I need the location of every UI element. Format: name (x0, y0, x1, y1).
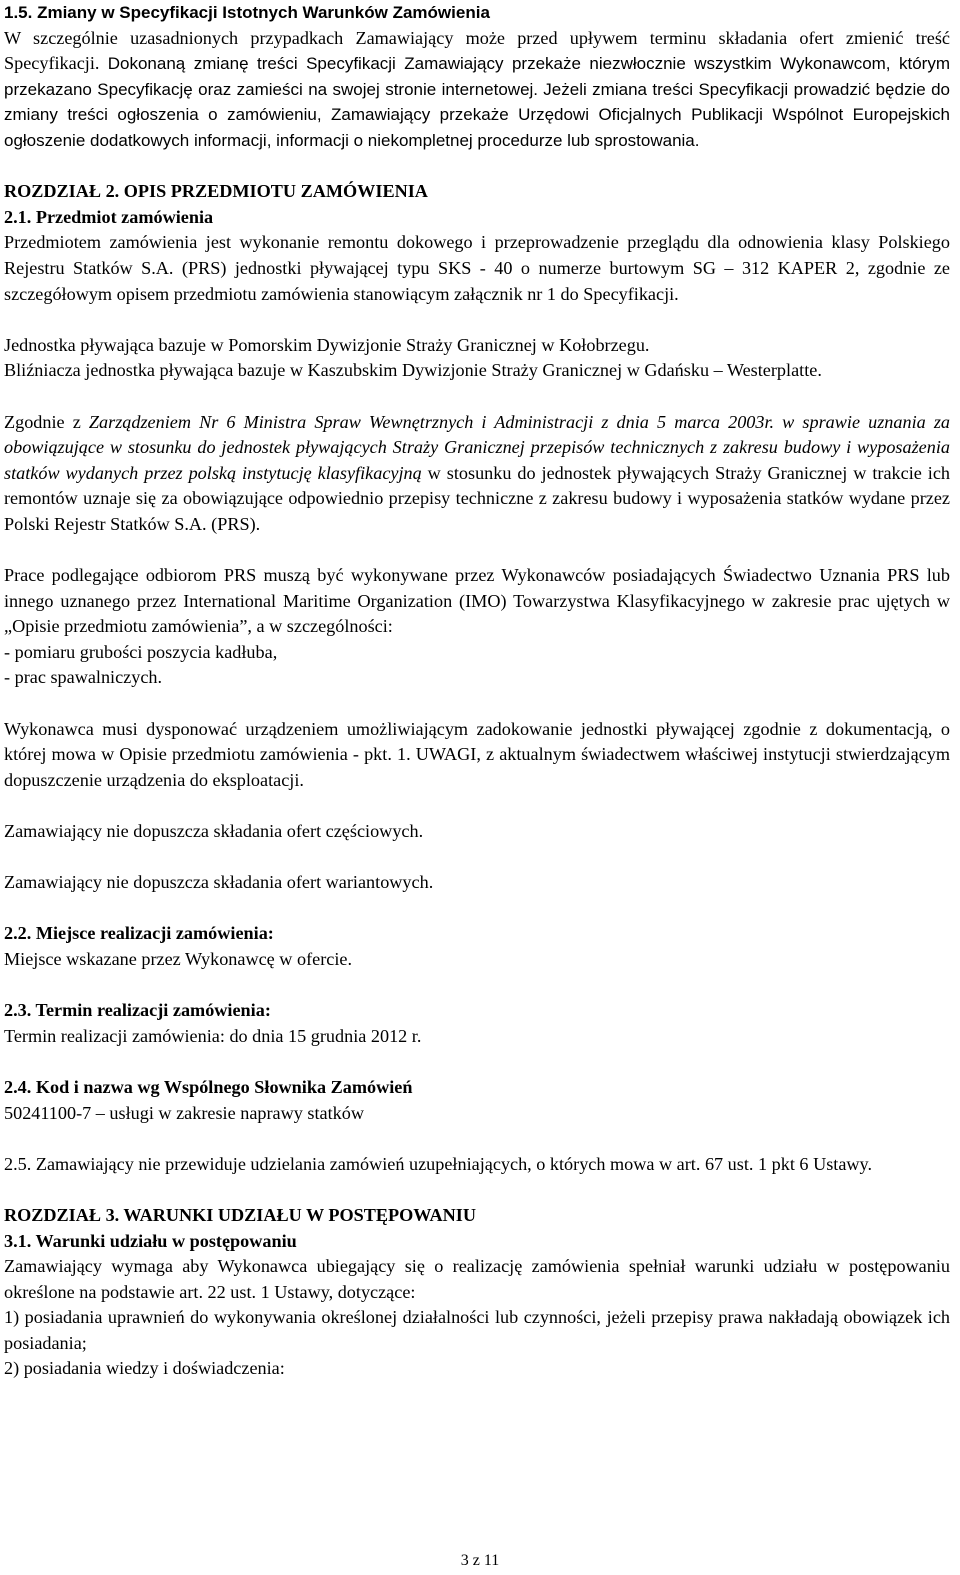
document-page (4, 0, 950, 1382)
list-item-spawalnicze: - prac spawalniczych. (4, 667, 163, 688)
paragraph-baza-1: Jednostka pływająca bazuje w Pomorskim Dywizjonie Straży Granicznej w Kołobrzegu. (4, 334, 650, 355)
paragraph-warunki: Zamawiający wymaga aby Wykonawca ubiegający się o realizację zamówienia spełniał warunki udziału w postępowaniu określone na podstawie art. 22 ust. 1 Ustawy, dotyczące: (4, 1256, 950, 1302)
section-heading-2-1: 2.1. Przedmiot zamówienia (4, 206, 214, 227)
list-item-pomiar: - pomiaru grubości poszycia kadłuba, (4, 641, 278, 662)
chapter-2-title: ROZDZIAŁ 2. OPIS PRZEDMIOTU ZAMÓWIENIA (4, 181, 428, 202)
paragraph-prace: Prace podlegające odbiorom PRS muszą być wykonywane przez Wykonawców posiadających Świadectwo Uznania PRS lub innego uznanego przez International Maritime Organization (IMO) Towarzystwa Klasyfikacyjnego w zakresie prac ujętych w „Opisie przedmiotu zamówienia”, a w szczególności: (4, 565, 950, 637)
text-zarzadzenie-italic: Zarządzeniem Nr 6 Ministra Spraw Wewnętrznych i Administracji z dnia 5 marca 2003r. w sprawie uznania za obowiązujące w stosunku do jednostek pływających Straży Granicznej przepisów technicznych z zakresu budowy i wyposażenia statków wydanych przez polską instytucję klasyfikacyjną (4, 411, 950, 483)
paragraph-oferty-wariantowe: Zamawiający nie dopuszcza składania ofert wariantowych. (4, 872, 434, 893)
paragraph-zgodnie (4, 410, 950, 538)
list-item-uprawnienia: 1) posiadania uprawnień do wykonywania określonej działalności lub czynności, jeżeli przepisy prawa nakładają obowiązek ich posiadania; (4, 1307, 950, 1353)
text-zmiany-b: Dokonaną zmianę treści Specyfikacji Zamawiający przekaże niezwłocznie wszystkim Wykonawcom, którym przekazano Specyfikację oraz zamieści na swojej stronie internetowej. (4, 54, 950, 99)
text-zgodnie-b: w stosunku do jednostek pływających Straży Granicznej w trakcie ich remontów uznaje się za obowiązujące odpowiednio przepisy techniczne z zakresu budowy i wyposażenia statków wydane przez Polski Rejestr Statków S.A. (PRS). (4, 462, 950, 534)
text-zmiany-c: Jeżeli zmiana treści Specyfikacji prowadzić będzie do zmiany treści ogłoszenia o zamówieniu, Zamawiający przekaże Urzędowi Oficjalnych Publikacji Wspólnot Europejskich ogłoszenie dodatkowych informacji, informacji o niekompletnej procedurze lub sprostowania. (4, 79, 951, 150)
paragraph-baza-2: Bliźniacza jednostka pływająca bazuje w Kaszubskim Dywizjonie Straży Granicznej w Gdańsku – Westerplatte. (4, 360, 822, 381)
paragraph-2-5: 2.5. Zamawiający nie przewiduje udzielania zamówień uzupełniających, o których mowa w art. 67 ust. 1 pkt 6 Ustawy. (4, 1153, 872, 1174)
paragraph-przedmiot: Przedmiotem zamówienia jest wykonanie remontu dokowego i przeprowadzenie przeglądu dla odnowienia klasy Polskiego Rejestru Statków S.A. (PRS) jednostki pływającej typu SKS - 40 o numerze burtowym SG – 312 KAPER 2, zgodnie ze szczegółowym opisem przedmiotu zamówienia stanowiącym załącznik nr 1 do Specyfikacji. (4, 232, 950, 304)
section-heading-1-5: 1.5. Zmiany w Specyfikacji Istotnych Warunków Zamówienia (4, 3, 490, 22)
page-number: 3 z 11 (460, 1552, 500, 1569)
chapter-3-title: ROZDZIAŁ 3. WARUNKI UDZIAŁU W POSTĘPOWANIU (4, 1204, 476, 1225)
paragraph-miejsce: Miejsce wskazane przez Wykonawcę w ofercie. (4, 948, 352, 969)
list-item-wiedza: 2) posiadania wiedzy i doświadczenia: (4, 1358, 285, 1379)
text-zmiany-a: W szczególnie uzasadnionych przypadkach Zamawiający może przed upływem terminu składania ofert zmienić treść Specyfikacji. (4, 27, 950, 74)
section-heading-2-3: 2.3. Termin realizacji zamówienia: (4, 1000, 271, 1021)
text-zgodnie-a: Zgodnie z (4, 411, 89, 432)
paragraph-cpv: 50241100-7 – usługi w zakresie naprawy statków (4, 1102, 364, 1123)
paragraph-zmiany (4, 26, 950, 154)
section-heading-3-1: 3.1. Warunki udziału w postępowaniu (4, 1230, 297, 1251)
section-heading-2-4: 2.4. Kod i nazwa wg Wspólnego Słownika Zamówień (4, 1076, 413, 1097)
paragraph-wykonawca: Wykonawca musi dysponować urządzeniem umożliwiającym zadokowanie jednostki pływającej zgodnie z dokumentacją, o której mowa w Opisie przedmiotu zamówienia - pkt. 1. UWAGI, z aktualnym świadectwem właściwej instytucji stwierdzającym dopuszczenie urządzenia do eksploatacji. (4, 718, 950, 790)
section-heading-2-2: 2.2. Miejsce realizacji zamówienia: (4, 923, 274, 944)
paragraph-termin: Termin realizacji zamówienia: do dnia 15 grudnia 2012 r. (4, 1025, 422, 1046)
paragraph-oferty-czesciowe: Zamawiający nie dopuszcza składania ofert częściowych. (4, 821, 424, 841)
